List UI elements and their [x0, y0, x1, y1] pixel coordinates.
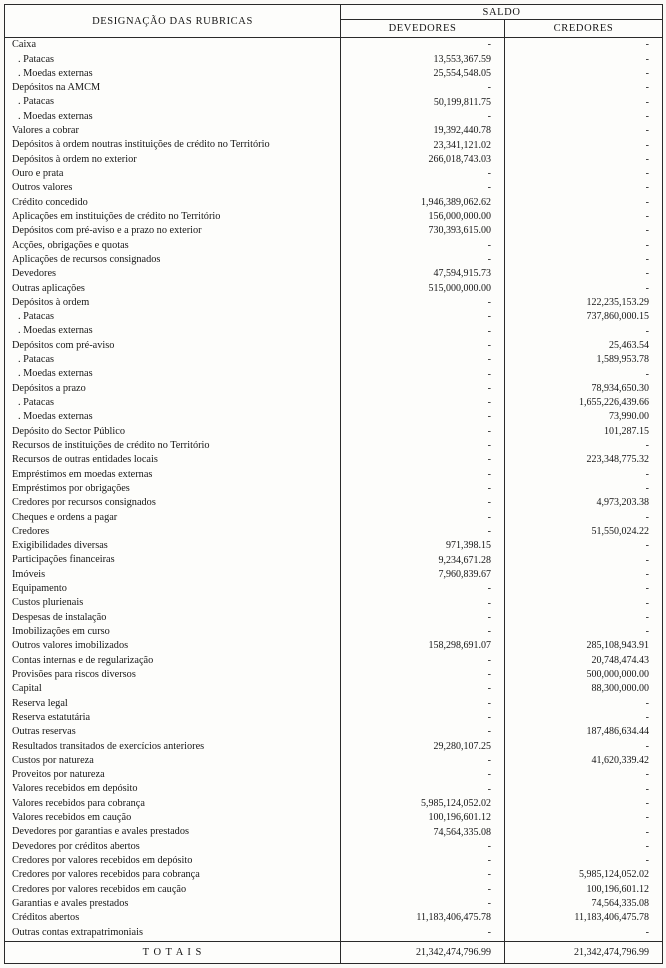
rubric-label: Empréstimos por obrigações [12, 482, 130, 494]
rubric-label: Exigibilidades diversas [12, 540, 108, 552]
rubric-label: Outros valores imobilizados [12, 640, 129, 652]
rubric-label: Credores por valores recebidos em caução [12, 883, 187, 895]
credores-value: 187,486,634.44 [505, 725, 663, 739]
credores-value: 737,860,000.15 [505, 310, 663, 324]
devedores-value: 29,280,107.25 [341, 740, 505, 754]
credores-value: - [505, 239, 663, 253]
devedores-value: 19,392,440.78 [341, 124, 505, 138]
table-row [5, 782, 663, 796]
table-row [5, 811, 663, 825]
table-row [5, 582, 663, 596]
rubric-label: Despesas de instalação [12, 611, 107, 623]
devedores-value: - [341, 468, 505, 482]
rubric-label: Depósitos à ordem [12, 296, 90, 308]
rubric-label: Credores [12, 525, 50, 537]
table-row [5, 67, 663, 81]
table-row [5, 840, 663, 854]
devedores-value: - [341, 339, 505, 353]
credores-value: - [505, 468, 663, 482]
credores-value: - [505, 267, 663, 281]
devedores-value: - [341, 353, 505, 367]
rubric-label: Provisões para riscos diversos [12, 668, 136, 680]
credores-value: 11,183,406,475.78 [505, 911, 663, 925]
devedores-value: - [341, 453, 505, 467]
credores-value: - [505, 825, 663, 839]
table-row [5, 196, 663, 210]
rubric-label: . Moedas externas [18, 67, 93, 79]
totals-devedores-value: 21,342,474,796.99 [341, 942, 505, 964]
table-row [5, 239, 663, 253]
rubric-label: . Moedas externas [18, 110, 93, 122]
rubric-label: Proveitos por natureza [12, 769, 105, 781]
rubric-label: Equipamento [12, 583, 67, 595]
credores-value: - [505, 768, 663, 782]
devedores-value: - [341, 38, 505, 53]
devedores-value: - [341, 840, 505, 854]
credores-value: 73,990.00 [505, 410, 663, 424]
devedores-value: - [341, 596, 505, 610]
totals-label: T O T A I S [5, 942, 341, 964]
credores-value: - [505, 439, 663, 453]
table-row [5, 754, 663, 768]
balance-sheet-table [4, 4, 663, 964]
rubric-label: Cheques e ordens a pagar [12, 511, 118, 523]
table-row [5, 883, 663, 897]
rubric-label: . Patacas [18, 397, 55, 409]
credores-value: - [505, 324, 663, 338]
credores-value: - [505, 367, 663, 381]
rubric-label: Valores recebidos para cobrança [12, 797, 145, 809]
devedores-value: 971,398.15 [341, 539, 505, 553]
rubric-label: Acções, obrigações e quotas [12, 239, 129, 251]
rubric-label: Aplicações de recursos consignados [12, 253, 161, 265]
table-row [5, 625, 663, 639]
credores-value: 1,655,226,439.66 [505, 396, 663, 410]
table-row [5, 267, 663, 281]
table-row [5, 453, 663, 467]
devedores-value: 11,183,406,475.78 [341, 911, 505, 925]
devedores-value: - [341, 525, 505, 539]
devedores-value: 5,985,124,052.02 [341, 797, 505, 811]
credores-value: - [505, 196, 663, 210]
devedores-value: 7,960,839.67 [341, 568, 505, 582]
devedores-value: - [341, 854, 505, 868]
devedores-value: - [341, 897, 505, 911]
table-row [5, 639, 663, 653]
devedores-value: 9,234,671.28 [341, 553, 505, 567]
devedores-value: - [341, 425, 505, 439]
table-row [5, 468, 663, 482]
rubric-label: Reserva estatutária [12, 711, 91, 723]
devedores-value: - [341, 582, 505, 596]
credores-value: - [505, 596, 663, 610]
credores-value: - [505, 811, 663, 825]
credores-value: 51,550,024.22 [505, 525, 663, 539]
rubric-label: Devedores por créditos abertos [12, 840, 140, 852]
credores-value: 88,300,000.00 [505, 682, 663, 696]
rubric-label: . Patacas [18, 53, 55, 65]
rubric-label: Valores recebidos em depósito [12, 783, 138, 795]
devedores-value: 13,553,367.59 [341, 53, 505, 67]
credores-value: 78,934,650.30 [505, 382, 663, 396]
rubric-label: . Moedas externas [18, 325, 93, 337]
table-row [5, 553, 663, 567]
devedores-value: - [341, 625, 505, 639]
credores-value: - [505, 482, 663, 496]
devedores-value: 25,554,548.05 [341, 67, 505, 81]
table-row [5, 611, 663, 625]
table-row [5, 210, 663, 224]
credores-value: 41,620,339.42 [505, 754, 663, 768]
devedores-value: 515,000,000.00 [341, 282, 505, 296]
rubric-label: Credores por valores recebidos em depósito [12, 855, 193, 867]
rubric-label: Capital [12, 683, 42, 695]
table-row [5, 697, 663, 711]
rubric-label: . Moedas externas [18, 411, 93, 423]
rubric-label: Resultados transitados de exercícios anteriores [12, 740, 205, 752]
credores-value: 285,108,943.91 [505, 639, 663, 653]
rubric-label: Crédito concedido [12, 196, 88, 208]
rubric-label: Outros valores [12, 182, 73, 194]
rubric-label: Custos por natureza [12, 754, 94, 766]
rubric-label: Depósito do Sector Público [12, 425, 125, 437]
devedores-value: - [341, 782, 505, 796]
table-row [5, 95, 663, 109]
rubric-label: Valores a cobrar [12, 125, 79, 137]
table-row [5, 181, 663, 195]
table-row [5, 911, 663, 925]
credores-value: - [505, 797, 663, 811]
credores-value: - [505, 210, 663, 224]
rubric-label: Devedores [12, 268, 57, 280]
devedores-value: 730,393,615.00 [341, 224, 505, 238]
rubric-label: Outras reservas [12, 726, 76, 738]
table-row [5, 310, 663, 324]
credores-value: - [505, 153, 663, 167]
table-row [5, 525, 663, 539]
rubric-label: Recursos de outras entidades locais [12, 454, 158, 466]
rubric-label: Contas internas e de regularização [12, 654, 154, 666]
credores-value: - [505, 582, 663, 596]
credores-value: 500,000,000.00 [505, 668, 663, 682]
table-row [5, 396, 663, 410]
credores-value: - [505, 167, 663, 181]
table-row [5, 496, 663, 510]
devedores-value: - [341, 382, 505, 396]
rubric-label: Outras aplicações [12, 282, 85, 294]
devedores-value: - [341, 81, 505, 95]
table-row [5, 224, 663, 238]
rubric-label: Caixa [12, 39, 37, 51]
credores-value: 4,973,203.38 [505, 496, 663, 510]
table-row [5, 138, 663, 152]
devedores-value: - [341, 167, 505, 181]
table-body [5, 38, 663, 942]
devedores-value: 100,196,601.12 [341, 811, 505, 825]
devedores-value: 1,946,389,062.62 [341, 196, 505, 210]
table-row [5, 825, 663, 839]
devedores-value: - [341, 868, 505, 882]
rubric-label: Imóveis [12, 568, 46, 580]
rubric-label: . Moedas externas [18, 368, 93, 380]
rubric-label: Aplicações em instituições de crédito no Território [12, 210, 221, 222]
table-row [5, 797, 663, 811]
devedores-value: - [341, 768, 505, 782]
table-row [5, 482, 663, 496]
credores-value: - [505, 782, 663, 796]
table-row [5, 439, 663, 453]
credores-value: - [505, 53, 663, 67]
column-header-saldo: SALDO [341, 5, 663, 20]
credores-value: - [505, 67, 663, 81]
totals-row [5, 942, 663, 964]
credores-value: - [505, 539, 663, 553]
devedores-value: - [341, 697, 505, 711]
credores-value: - [505, 38, 663, 53]
table-row [5, 740, 663, 754]
rubric-label: Garantias e avales prestados [12, 897, 129, 909]
table-row [5, 668, 663, 682]
rubric-label: Outras contas extrapatrimoniais [12, 927, 143, 939]
devedores-value: 50,199,811.75 [341, 95, 505, 109]
table-row [5, 253, 663, 267]
credores-value: - [505, 282, 663, 296]
devedores-value: - [341, 883, 505, 897]
devedores-value: - [341, 396, 505, 410]
devedores-value: - [341, 296, 505, 310]
credores-value: 1,589,953.78 [505, 353, 663, 367]
table-row [5, 854, 663, 868]
credores-value: - [505, 854, 663, 868]
table-row [5, 725, 663, 739]
devedores-value: - [341, 239, 505, 253]
column-header-devedores: DEVEDORES [341, 20, 505, 38]
credores-value: - [505, 625, 663, 639]
rubric-label: Valores recebidos em caução [12, 812, 132, 824]
devedores-value: - [341, 682, 505, 696]
table-row [5, 654, 663, 668]
devedores-value: - [341, 410, 505, 424]
table-row [5, 568, 663, 582]
credores-value: 74,564,335.08 [505, 897, 663, 911]
devedores-value: 156,000,000.00 [341, 210, 505, 224]
rubric-label: Imobilizações em curso [12, 626, 110, 638]
table-row [5, 81, 663, 95]
devedores-value: - [341, 711, 505, 725]
credores-value: - [505, 181, 663, 195]
table-row [5, 539, 663, 553]
table-row [5, 768, 663, 782]
devedores-value: - [341, 654, 505, 668]
table-row [5, 53, 663, 67]
devedores-value: - [341, 253, 505, 267]
credores-value: - [505, 711, 663, 725]
credores-value: - [505, 224, 663, 238]
table-row [5, 324, 663, 338]
devedores-value: - [341, 754, 505, 768]
credores-value: - [505, 124, 663, 138]
table-row [5, 153, 663, 167]
rubric-label: Participações financeiras [12, 554, 115, 566]
column-header-credores: CREDORES [505, 20, 663, 38]
rubric-label: Reserva legal [12, 697, 68, 709]
rubric-label: Recursos de instituições de crédito no Território [12, 439, 210, 451]
credores-value: - [505, 568, 663, 582]
rubric-label: Depósitos a prazo [12, 382, 86, 394]
rubric-label: Depósitos à ordem noutras instituições de crédito no Território [12, 139, 270, 151]
table-row [5, 339, 663, 353]
credores-value: - [505, 740, 663, 754]
table-row [5, 511, 663, 525]
credores-value: 223,348,775.32 [505, 453, 663, 467]
table-row [5, 296, 663, 310]
rubric-label: Depósitos na AMCM [12, 82, 101, 94]
rubric-label: Depósitos à ordem no exterior [12, 153, 137, 165]
credores-value: 122,235,153.29 [505, 296, 663, 310]
table-row [5, 682, 663, 696]
devedores-value: - [341, 310, 505, 324]
table-row [5, 926, 663, 942]
devedores-value: - [341, 367, 505, 381]
column-header-designation: DESIGNAÇÃO DAS RUBRICAS [5, 5, 341, 38]
devedores-value: 47,594,915.73 [341, 267, 505, 281]
rubric-label: . Patacas [18, 311, 55, 323]
credores-value: - [505, 95, 663, 109]
devedores-value: - [341, 496, 505, 510]
devedores-value: 74,564,335.08 [341, 825, 505, 839]
credores-value: 5,985,124,052.02 [505, 868, 663, 882]
devedores-value: 23,341,121.02 [341, 138, 505, 152]
rubric-label: Credores por recursos consignados [12, 497, 156, 509]
table-row [5, 282, 663, 296]
table-row [5, 382, 663, 396]
rubric-label: Depósitos com pré-aviso [12, 339, 115, 351]
credores-value: 101,287.15 [505, 425, 663, 439]
rubric-label: . Patacas [18, 96, 55, 108]
credores-value: - [505, 840, 663, 854]
rubric-label: Devedores por garantias e avales prestados [12, 826, 189, 838]
rubric-label: Credores por valores recebidos para cobrança [12, 869, 200, 881]
totals-credores-value: 21,342,474,796.99 [505, 942, 663, 964]
rubric-label: Depósitos com pré-aviso e a prazo no exterior [12, 225, 202, 237]
devedores-value: 266,018,743.03 [341, 153, 505, 167]
credores-value: - [505, 926, 663, 942]
rubric-label: . Patacas [18, 354, 55, 366]
table-row [5, 897, 663, 911]
table-footer [5, 942, 663, 964]
table-row [5, 425, 663, 439]
devedores-value: - [341, 926, 505, 942]
table-row [5, 110, 663, 124]
credores-value: - [505, 697, 663, 711]
credores-value: - [505, 81, 663, 95]
table-row [5, 124, 663, 138]
devedores-value: - [341, 181, 505, 195]
table-row [5, 410, 663, 424]
table-row [5, 596, 663, 610]
devedores-value: - [341, 725, 505, 739]
credores-value: 100,196,601.12 [505, 883, 663, 897]
devedores-value: - [341, 439, 505, 453]
table-row [5, 353, 663, 367]
devedores-value: 158,298,691.07 [341, 639, 505, 653]
credores-value: 25,463.54 [505, 339, 663, 353]
table-row [5, 711, 663, 725]
table-row [5, 367, 663, 381]
credores-value: - [505, 553, 663, 567]
rubric-label: Empréstimos em moedas externas [12, 468, 153, 480]
credores-value: - [505, 253, 663, 267]
devedores-value: - [341, 482, 505, 496]
devedores-value: - [341, 110, 505, 124]
devedores-value: - [341, 611, 505, 625]
credores-value: - [505, 138, 663, 152]
credores-value: 20,748,474.43 [505, 654, 663, 668]
devedores-value: - [341, 668, 505, 682]
table-row [5, 167, 663, 181]
table-header [5, 5, 663, 38]
devedores-value: - [341, 324, 505, 338]
credores-value: - [505, 611, 663, 625]
credores-value: - [505, 110, 663, 124]
rubric-label: Créditos abertos [12, 912, 80, 924]
table-row [5, 868, 663, 882]
rubric-label: Ouro e prata [12, 168, 64, 180]
table-row [5, 38, 663, 53]
rubric-label: Custos plurienais [12, 597, 84, 609]
credores-value: - [505, 511, 663, 525]
devedores-value: - [341, 511, 505, 525]
